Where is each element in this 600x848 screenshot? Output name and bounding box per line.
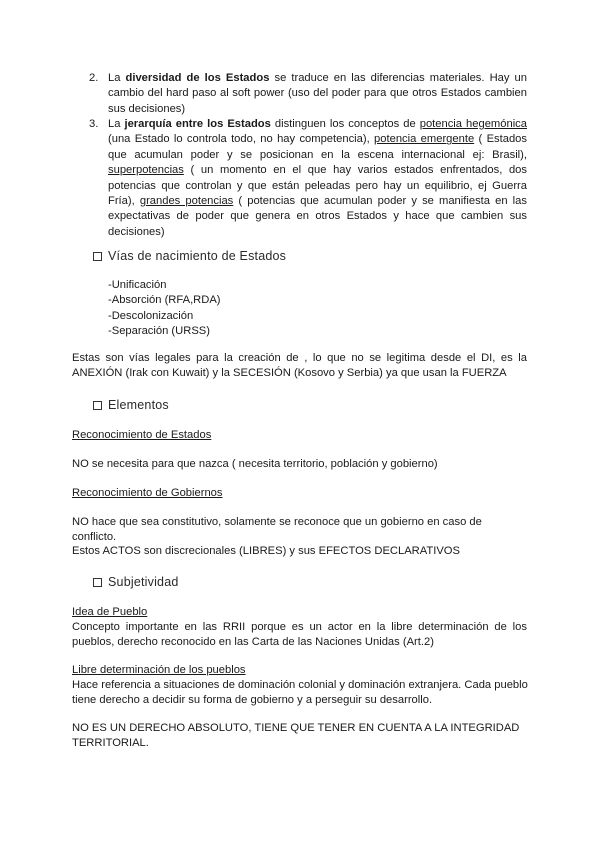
paragraph: NO se necesita para que nazca ( necesita territorio, población y gobierno) (72, 458, 438, 470)
underlined-term: potencia hegemónica (419, 118, 527, 130)
paragraph-caps: NO ES UN DERECHO ABSOLUTO, TIENE QUE TENER EN CUENTA A LA INTEGRIDAD TERRITORIAL. (72, 722, 520, 750)
text-run: ( Estados que acumulan poder y se posicionan en la escena internacional ej: Brasil), (108, 133, 527, 161)
list-number: 2. (89, 72, 99, 84)
list-number: 3. (89, 118, 99, 130)
underlined-term: potencia emergente (374, 133, 475, 146)
list-item-diversidad (108, 71, 527, 117)
text-run: distinguen los conceptos de (270, 118, 420, 130)
section-heading: Idea de Pueblo (72, 606, 148, 618)
section-heading: Reconocimiento de Gobiernos (72, 487, 223, 499)
paragraph: Estos ACTOS son discrecionales (LIBRES) y sus EFECTOS DECLARATIVOS (72, 545, 460, 557)
checklist-label: Vías de nacimiento de Estados (108, 249, 287, 263)
checkbox-icon[interactable] (93, 578, 102, 587)
bold-term: diversidad de los Estados (125, 72, 270, 84)
list-item: -Unificación (108, 279, 167, 291)
text-run: La (108, 118, 125, 130)
section-heading: Libre determinación de los pueblos (72, 664, 246, 676)
checkbox-icon[interactable] (93, 252, 102, 261)
checklist-item-subjetividad[interactable] (93, 574, 179, 590)
text-run: ( un momento en el que hay varios estados enfrentados, dos potencias que controlan y que están peleadas pero hay un equilibrio, ej Guerra Fría), (108, 164, 527, 208)
checklist-item-elementos[interactable] (93, 397, 169, 413)
vias-paragraph: Estas son vías legales para la creación de , lo que no se legitima desde el DI, es la ANEXIÓN (Irak con Kuwait) y la SECESIÓN (Kosovo y Serbia) ya que usan la FUERZA (72, 352, 527, 380)
vias-list (108, 278, 221, 340)
text-run: (una Estado lo controla todo, no hay competencia), (108, 133, 375, 146)
text-run: La (108, 72, 126, 84)
paragraph: Hace referencia a situaciones de dominación colonial y dominación extranjera. Cada pueblo tiene derecho a decidir su forma de gobierno y a perseguir su desarrollo. (72, 679, 528, 707)
text-run: ( potencias que acumulan poder y se manifiesta en las expectativas de poder que genera en otros Estados y hace que cambien sus decisiones) (108, 195, 527, 238)
text-run: se traduce en las diferencias materiales. Hay un cambio del hard paso al soft power (uso del poder para que otros Estados cambien sus decisiones) (108, 72, 527, 115)
checkbox-icon[interactable] (93, 401, 102, 410)
list-item: -Absorción (RFA,RDA) (108, 294, 221, 307)
section-heading: Reconocimiento de Estados (72, 429, 212, 441)
list-item: -Separación (URSS) (108, 325, 210, 338)
list-item-jerarquia (108, 117, 527, 240)
paragraph: Concepto importante en las RRII porque es un actor en la libre determinación de los pueblos, derecho reconocido en las Carta de las Naciones Unidas (Art.2) (72, 621, 527, 649)
underlined-term: grandes potencias (139, 195, 234, 208)
bold-term: jerarquía entre los Estados (124, 118, 271, 130)
paragraph: NO hace que sea constitutivo, solamente se reconoce que un gobierno en caso de conflicto. (72, 516, 482, 544)
checklist-item-vias[interactable] (93, 248, 286, 264)
list-item: -Descolonización (108, 309, 194, 322)
checklist-label: Elementos (108, 398, 169, 412)
checklist-label: Subjetividad (108, 575, 179, 589)
underlined-term: superpotencias (108, 164, 184, 177)
